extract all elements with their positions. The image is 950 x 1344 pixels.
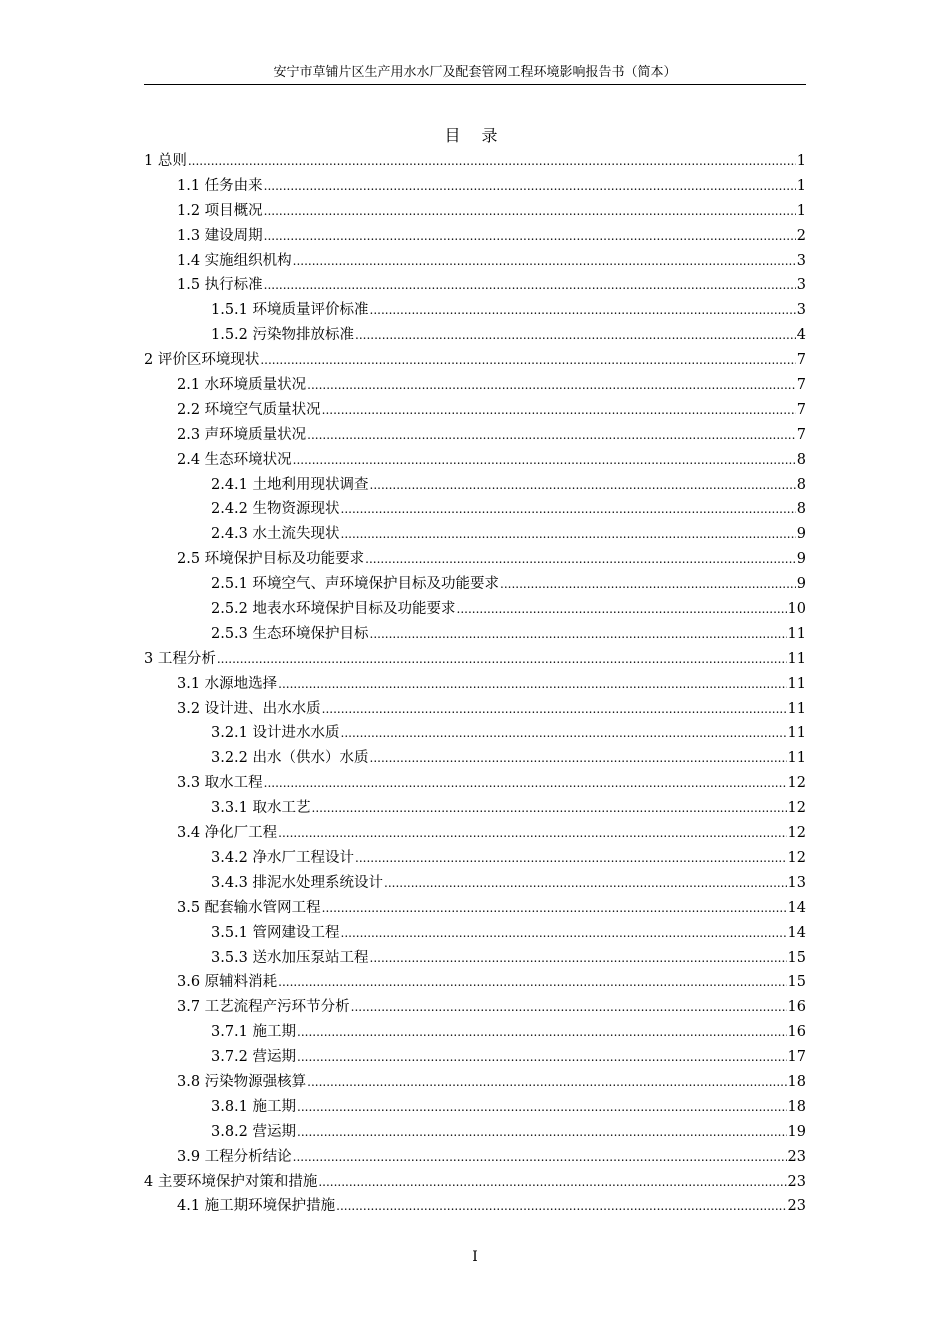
toc-dot-leader [264, 771, 787, 796]
toc-dot-leader [297, 1045, 787, 1070]
toc-entry[interactable] [144, 946, 806, 971]
toc-dot-leader [370, 746, 787, 771]
toc-entry-label: 3.8.2 营运期 [211, 1123, 297, 1140]
toc-entry-label: 3.4 净化厂工程 [177, 825, 278, 842]
toc-dot-leader [278, 970, 786, 995]
toc-entry[interactable] [144, 149, 806, 174]
toc-dot-leader [355, 323, 796, 348]
toc-entry-label: 2.4.3 水土流失现状 [211, 526, 340, 543]
toc-entry[interactable] [144, 423, 806, 448]
toc-entry[interactable] [144, 697, 806, 722]
toc-dot-leader [336, 1194, 786, 1219]
toc-entry-label: 3.5 配套输水管网工程 [177, 899, 321, 916]
toc-entry-label: 3.8 污染物源强核算 [177, 1073, 307, 1090]
toc-entry-label: 2 评价区环境现状 [144, 352, 260, 369]
toc-dot-leader [341, 721, 787, 746]
toc-entry-label: 3.1 水源地选择 [177, 675, 278, 692]
toc-entry-label: 3.2 设计进、出水水质 [177, 700, 321, 717]
toc-entry-label: 3.6 原辅料消耗 [177, 974, 278, 991]
toc-entry-page: 7 [796, 377, 806, 394]
toc-entry-page: 23 [787, 1198, 806, 1215]
toc-entry-label: 3.4.3 排泥水处理系统设计 [211, 874, 384, 891]
toc-entry-page: 15 [787, 949, 806, 966]
toc-entry-page: 7 [796, 401, 806, 418]
toc-entry-label: 1.3 建设周期 [177, 227, 263, 244]
toc-dot-leader [322, 896, 787, 921]
toc-entry[interactable] [144, 224, 806, 249]
toc-entry-label: 1.4 实施组织机构 [177, 252, 292, 269]
toc-dot-leader [264, 199, 796, 224]
toc-entry-label: 3.4.2 净水厂工程设计 [211, 849, 355, 866]
toc-entry-page: 9 [796, 526, 806, 543]
toc-dot-leader [341, 497, 796, 522]
toc-entry-page: 12 [787, 825, 806, 842]
toc-entry-label: 2.4 生态环境状况 [177, 451, 292, 468]
toc-entry-page: 2 [796, 227, 806, 244]
toc-dot-leader [370, 622, 787, 647]
toc-entry-label: 3.7.2 营运期 [211, 1049, 297, 1066]
toc-entry[interactable] [144, 1045, 806, 1070]
toc-entry-label: 3.5.1 管网建设工程 [211, 924, 340, 941]
toc-entry-page: 18 [787, 1073, 806, 1090]
toc-entry-label: 3.3.1 取水工艺 [211, 800, 311, 817]
toc-entry-page: 12 [787, 849, 806, 866]
toc-dot-leader [264, 224, 796, 249]
page-header [144, 64, 806, 85]
toc-dot-leader [341, 921, 787, 946]
toc-entry-label: 1.2 项目概况 [177, 202, 263, 219]
toc-entry-label: 4.1 施工期环境保护措施 [177, 1198, 336, 1215]
toc-dot-leader [355, 846, 787, 871]
toc-entry[interactable] [144, 473, 806, 498]
toc-entry-page: 7 [796, 426, 806, 443]
toc-entry-page: 11 [787, 675, 806, 692]
toc-entry[interactable] [144, 970, 806, 995]
toc-entry-page: 16 [787, 999, 806, 1016]
toc-entry-label: 3.5.3 送水加压泵站工程 [211, 949, 369, 966]
toc-entry-page: 8 [796, 476, 806, 493]
toc-dot-leader [260, 348, 795, 373]
toc-entry-page: 3 [796, 252, 806, 269]
toc-entry-page: 8 [796, 501, 806, 518]
toc-dot-leader [307, 373, 796, 398]
toc-entry[interactable] [144, 398, 806, 423]
toc-dot-leader [318, 1170, 786, 1195]
toc-entry-page: 14 [787, 899, 806, 916]
toc-entry[interactable] [144, 746, 806, 771]
toc-entry-label: 2.1 水环境质量状况 [177, 377, 307, 394]
toc-entry[interactable] [144, 721, 806, 746]
toc-entry-page: 1 [796, 153, 806, 169]
toc-entry-label: 3.9 工程分析结论 [177, 1148, 292, 1165]
table-of-contents [144, 149, 806, 1219]
toc-entry-label: 1 总则 [144, 153, 187, 169]
toc-entry-page: 11 [787, 650, 806, 667]
toc-title: 目 录 [444, 126, 506, 145]
toc-entry[interactable] [144, 1170, 806, 1195]
toc-entry[interactable] [144, 1020, 806, 1045]
toc-entry-page: 23 [787, 1148, 806, 1165]
document-title: 安宁市草铺片区生产用水水厂及配套管网工程环境影响报告书（简本） [273, 65, 677, 80]
toc-dot-leader [297, 1020, 787, 1045]
toc-dot-leader [312, 796, 787, 821]
toc-entry-label: 1.5.2 污染物排放标准 [211, 327, 355, 344]
toc-entry[interactable] [144, 348, 806, 373]
toc-entry-page: 19 [787, 1123, 806, 1140]
toc-entry[interactable] [144, 1070, 806, 1095]
toc-entry-page: 13 [787, 874, 806, 891]
toc-entry[interactable] [144, 273, 806, 298]
toc-dot-leader [188, 149, 796, 174]
toc-entry[interactable] [144, 323, 806, 348]
toc-entry-page: 1 [796, 202, 806, 219]
page-number: I [472, 1249, 478, 1265]
toc-entry-page: 11 [787, 625, 806, 642]
toc-dot-leader [293, 1145, 787, 1170]
toc-entry[interactable] [144, 199, 806, 224]
toc-dot-leader [293, 448, 796, 473]
toc-entry-label: 3.3 取水工程 [177, 775, 263, 792]
toc-entry[interactable] [144, 1095, 806, 1120]
toc-entry-page: 18 [787, 1098, 806, 1115]
toc-entry[interactable] [144, 622, 806, 647]
toc-entry[interactable] [144, 1145, 806, 1170]
toc-entry[interactable] [144, 597, 806, 622]
toc-entry-page: 12 [787, 775, 806, 792]
toc-dot-leader [457, 597, 787, 622]
toc-entry-page: 7 [796, 352, 806, 369]
toc-entry-page: 1 [796, 177, 806, 194]
toc-entry[interactable] [144, 647, 806, 672]
toc-entry-label: 2.5.1 环境空气、声环境保护目标及功能要求 [211, 576, 500, 593]
toc-entry[interactable] [144, 547, 806, 572]
toc-entry[interactable] [144, 572, 806, 597]
toc-dot-leader [370, 946, 787, 971]
toc-entry[interactable] [144, 921, 806, 946]
toc-entry-label: 2.5 环境保护目标及功能要求 [177, 551, 365, 568]
toc-entry-page: 4 [796, 327, 806, 344]
toc-entry[interactable] [144, 771, 806, 796]
toc-entry-label: 4 主要环境保护对策和措施 [144, 1173, 318, 1190]
toc-entry[interactable] [144, 249, 806, 274]
toc-entry-page: 10 [787, 601, 806, 618]
toc-entry-label: 3.8.1 施工期 [211, 1098, 297, 1115]
toc-entry-label: 3.2.2 出水（供水）水质 [211, 750, 369, 767]
toc-dot-leader [384, 871, 787, 896]
toc-entry-page: 11 [787, 700, 806, 717]
toc-dot-leader [297, 1120, 787, 1145]
toc-dot-leader [500, 572, 796, 597]
toc-dot-leader [278, 821, 786, 846]
toc-dot-leader [370, 298, 796, 323]
toc-entry-page: 23 [787, 1173, 806, 1190]
toc-entry-page: 9 [796, 576, 806, 593]
toc-entry[interactable] [144, 871, 806, 896]
toc-entry-label: 3.2.1 设计进水水质 [211, 725, 340, 742]
toc-entry-label: 2.4.2 生物资源现状 [211, 501, 340, 518]
toc-entry[interactable] [144, 373, 806, 398]
toc-entry[interactable] [144, 672, 806, 697]
toc-entry[interactable] [144, 298, 806, 323]
toc-entry-label: 2.5.2 地表水环境保护目标及功能要求 [211, 601, 456, 618]
toc-entry-page: 17 [787, 1049, 806, 1066]
toc-entry-label: 3.7.1 施工期 [211, 1024, 297, 1041]
toc-entry[interactable] [144, 522, 806, 547]
toc-entry-page: 11 [787, 750, 806, 767]
toc-entry[interactable] [144, 821, 806, 846]
toc-dot-leader [322, 398, 796, 423]
toc-dot-leader [217, 647, 787, 672]
toc-entry[interactable] [144, 1120, 806, 1145]
toc-dot-leader [341, 522, 796, 547]
toc-dot-leader [351, 995, 787, 1020]
toc-entry[interactable] [144, 995, 806, 1020]
toc-entry[interactable] [144, 846, 806, 871]
toc-entry-page: 15 [787, 974, 806, 991]
toc-entry-label: 2.2 环境空气质量状况 [177, 401, 321, 418]
toc-entry-label: 2.5.3 生态环境保护目标 [211, 625, 369, 642]
toc-entry-page: 3 [796, 277, 806, 294]
toc-entry[interactable] [144, 796, 806, 821]
toc-entry[interactable] [144, 448, 806, 473]
toc-entry-page: 12 [787, 800, 806, 817]
toc-dot-leader [370, 473, 796, 498]
toc-entry-page: 8 [796, 451, 806, 468]
toc-entry[interactable] [144, 497, 806, 522]
toc-entry-label: 3.7 工艺流程产污环节分析 [177, 999, 350, 1016]
toc-entry-label: 1.5.1 环境质量评价标准 [211, 302, 369, 319]
toc-dot-leader [307, 1070, 786, 1095]
toc-dot-leader [264, 174, 796, 199]
toc-entry[interactable] [144, 896, 806, 921]
toc-dot-leader [365, 547, 796, 572]
toc-entry-label: 2.3 声环境质量状况 [177, 426, 307, 443]
toc-dot-leader [322, 697, 787, 722]
toc-dot-leader [264, 273, 796, 298]
toc-entry-label: 2.4.1 土地利用现状调查 [211, 476, 369, 493]
toc-entry-page: 11 [787, 725, 806, 742]
toc-entry-page: 16 [787, 1024, 806, 1041]
toc-entry-page: 14 [787, 924, 806, 941]
toc-entry-label: 1.5 执行标准 [177, 277, 263, 294]
toc-dot-leader [297, 1095, 787, 1120]
toc-entry-page: 9 [796, 551, 806, 568]
toc-dot-leader [293, 249, 796, 274]
toc-entry-label: 1.1 任务由来 [177, 177, 263, 194]
toc-entry-page: 3 [796, 302, 806, 319]
toc-entry[interactable] [144, 174, 806, 199]
toc-entry[interactable] [144, 1194, 806, 1219]
toc-dot-leader [307, 423, 796, 448]
toc-dot-leader [278, 672, 786, 697]
toc-entry-label: 3 工程分析 [144, 650, 216, 667]
